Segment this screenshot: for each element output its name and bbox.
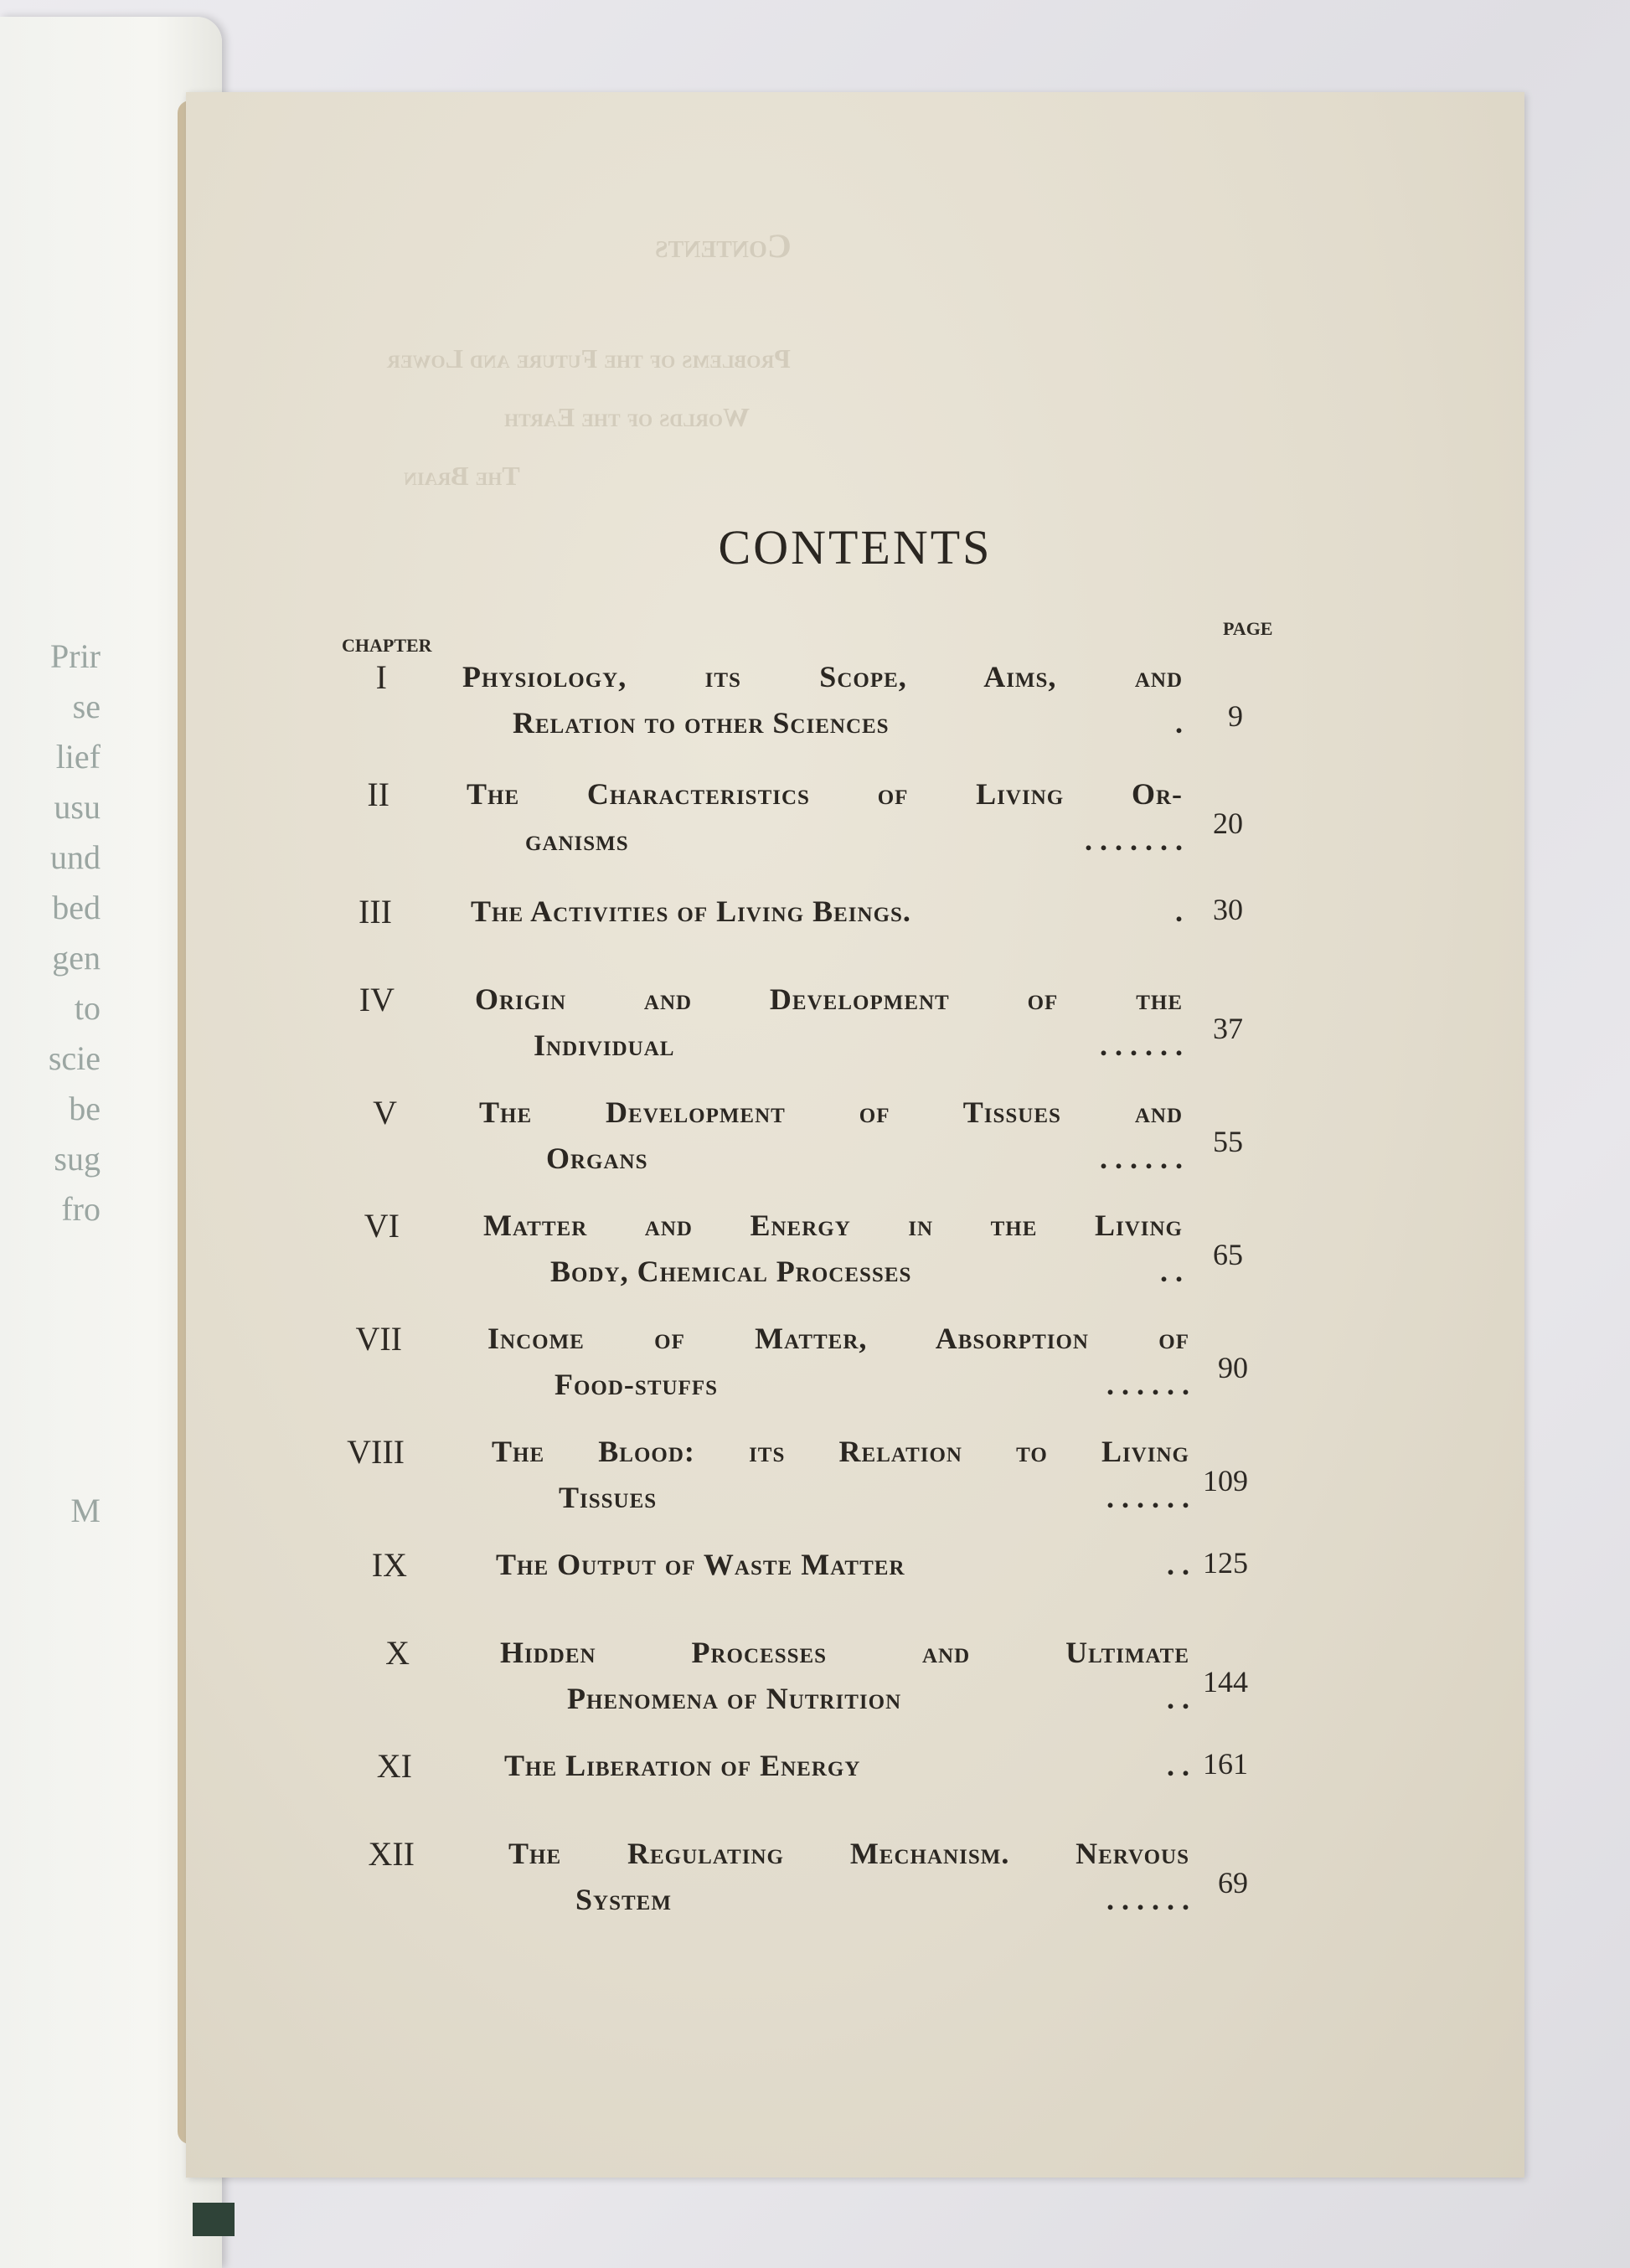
leader-dots: . . . . . . [1106, 1481, 1189, 1514]
leader-dots: . . [1167, 1682, 1189, 1715]
leader-dots: . . [1160, 1255, 1183, 1288]
chapter-title-line-2: Phenomena of Nutrition [567, 1682, 902, 1715]
page-number: 125 [1203, 1546, 1248, 1580]
chapter-title-line-1: The Output of Waste Matter [496, 1548, 905, 1581]
leader-dots: . . . . . . [1100, 1142, 1183, 1175]
chapter-title-line-2: Organs [546, 1142, 648, 1175]
leader-dots: . . . . . . [1106, 1368, 1189, 1401]
page-number: 37 [1213, 1012, 1243, 1045]
chapter-number: VII [355, 1320, 402, 1358]
chapter-number: XII [368, 1835, 415, 1873]
page-number: 161 [1203, 1747, 1248, 1781]
contents-list [186, 92, 1524, 2178]
left-page-bleed-text: lief [55, 738, 101, 776]
left-page-bleed-text: bed [52, 889, 101, 926]
chapter-number: II [367, 776, 389, 813]
chapter-number: VIII [347, 1433, 405, 1471]
chapter-number: V [373, 1094, 397, 1131]
book-spine [193, 2203, 235, 2236]
page-number: 65 [1213, 1238, 1243, 1271]
chapter-number: IX [371, 1546, 407, 1584]
page-number: 144 [1203, 1665, 1248, 1698]
chapter-title-line-2: Body, Chemical Processes [550, 1255, 912, 1288]
chapter-title-line-2: Food-stuffs [555, 1368, 719, 1401]
left-page-bleed-text: und [50, 838, 101, 876]
page-number: 69 [1218, 1866, 1248, 1899]
chapter-title-line-1: The Regulating Mechanism. Nervous [508, 1837, 1189, 1870]
chapter-number: XI [376, 1747, 412, 1785]
left-page-bleed-text: gen [52, 939, 101, 977]
left-page-bleed-text: be [69, 1090, 101, 1127]
chapter-title-line-2: Relation to other Sciences [513, 706, 890, 740]
show-through-text: Worlds of the Earth [504, 402, 750, 432]
chapter-title-line-1: The Liberation of Energy [504, 1749, 861, 1782]
chapter-title-line-1: Hidden Processes and Ultimate [500, 1636, 1189, 1669]
left-page-bleed-text: scie [48, 1039, 101, 1077]
left-page-bleed-text: Prir [50, 637, 101, 675]
contents-page [186, 92, 1524, 2178]
chapter-title-line-2: Individual [534, 1028, 675, 1062]
chapter-title-line-1: Income of Matter, Absorption of [487, 1322, 1189, 1355]
chapter-column-header: CHAPTER [342, 635, 432, 656]
chapter-number: VI [364, 1207, 400, 1245]
page-number: 55 [1213, 1125, 1243, 1158]
left-page-bleed-text: usu [54, 788, 101, 826]
leader-dots: . [1175, 706, 1183, 740]
chapter-title-line-1: The Activities of Living Beings. [471, 894, 911, 928]
chapter-title-line-1: The Blood: its Relation to Living [492, 1435, 1189, 1468]
left-page-bleed-text: to [74, 989, 101, 1027]
page-number: 20 [1213, 807, 1243, 840]
leader-dots: . . [1167, 1749, 1189, 1782]
leader-dots: . . . . . . . [1085, 823, 1183, 857]
chapter-title-line-1: The Characteristics of Living Or- [467, 777, 1183, 811]
page-number: 90 [1218, 1351, 1248, 1384]
leader-dots: . [1175, 894, 1183, 928]
leader-dots: . . [1167, 1548, 1189, 1581]
page-number: 9 [1228, 699, 1243, 733]
chapter-title-line-2: Tissues [559, 1481, 658, 1514]
chapter-title-line-1: Physiology, its Scope, Aims, and [462, 660, 1183, 693]
page-column-header: PAGE [1223, 618, 1273, 639]
leader-dots: . . . . . . [1100, 1028, 1183, 1062]
show-through-text: Problems of the Future and Lower [387, 343, 791, 374]
chapter-title-line-2: System [575, 1883, 672, 1916]
page-number: 30 [1213, 893, 1243, 926]
left-page-bleed-text: sug [54, 1140, 101, 1178]
chapter-title-line-1: Origin and Development of the [475, 982, 1183, 1016]
chapter-title-line-2: ganisms [525, 823, 629, 857]
chapter-title-line-1: The Development of Tissues and [479, 1095, 1183, 1129]
chapter-number: X [385, 1634, 410, 1672]
chapter-number: III [358, 893, 392, 930]
show-through-text: Contents [655, 227, 792, 265]
page-title: CONTENTS [718, 520, 993, 575]
left-page-bleed-text: se [72, 688, 101, 725]
left-page-bleed-text: fro [61, 1190, 101, 1228]
chapter-title-line-1: Matter and Energy in the Living [483, 1209, 1183, 1242]
page-number: 109 [1203, 1464, 1248, 1497]
chapter-number: I [375, 658, 387, 696]
show-through-text: The Brain [404, 461, 520, 491]
left-page-bleed-text: M [70, 1492, 101, 1529]
leader-dots: . . . . . . [1106, 1883, 1189, 1916]
chapter-number: IV [358, 981, 395, 1018]
